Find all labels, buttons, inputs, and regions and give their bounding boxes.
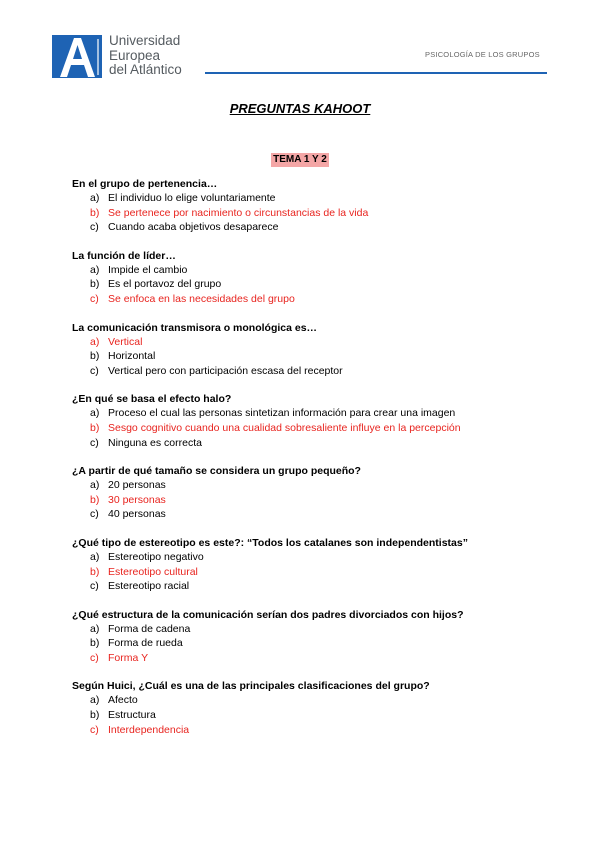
header-divider: [205, 72, 547, 74]
answer-option: [72, 220, 542, 235]
answer-option-correct: [72, 651, 542, 666]
answer-option: [72, 708, 542, 723]
brand-line: del Atlántico: [109, 62, 182, 77]
option-text: Se pertenece por nacimiento o circunstancias de la vida: [108, 206, 369, 219]
answer-option: [72, 436, 542, 451]
option-label: c): [90, 651, 99, 664]
option-label: a): [90, 192, 100, 204]
question-list: [72, 177, 542, 751]
option-label: a): [90, 694, 100, 707]
page-title: PREGUNTAS KAHOOT: [229, 101, 371, 116]
answer-option: [72, 478, 542, 493]
university-name: [109, 34, 182, 78]
question-block: [72, 392, 542, 450]
answer-option: [72, 406, 542, 421]
answer-option: [72, 263, 542, 278]
answer-option: [72, 277, 542, 292]
option-text: El individuo lo elige voluntariamente: [108, 192, 276, 204]
question-text: ¿Qué estructura de la comunicación serían dos padres divorciados con hijos?: [72, 608, 464, 621]
option-text: Forma de rueda: [108, 637, 183, 650]
option-text: Afecto: [108, 694, 138, 707]
answer-option: [72, 191, 542, 206]
option-label: c): [90, 364, 99, 377]
subject-header: PSICOLOGÍA DE LOS GRUPOS: [425, 50, 540, 59]
question-block: [72, 249, 542, 307]
option-text: Estereotipo racial: [108, 580, 190, 593]
option-text: Interdependencia: [108, 723, 190, 736]
option-label: a): [90, 550, 100, 563]
option-label: c): [90, 508, 99, 521]
question-text: ¿En qué se basa el efecto halo?: [72, 393, 232, 406]
answer-option: [72, 507, 542, 522]
option-text: Estereotipo negativo: [108, 550, 204, 563]
answer-option-correct: [72, 292, 542, 307]
answer-option-correct: [72, 335, 542, 350]
option-label: b): [90, 206, 100, 219]
option-label: b): [90, 421, 100, 434]
option-label: c): [90, 221, 99, 234]
option-label: b): [90, 565, 100, 578]
question-text: ¿Qué tipo de estereotipo es este?: “Todos los catalanes son independentistas”: [72, 536, 468, 549]
option-label: a): [90, 622, 100, 635]
option-label: b): [90, 278, 100, 291]
option-text: Es el portavoz del grupo: [108, 278, 222, 291]
answer-option: [72, 349, 542, 364]
option-text: 20 personas: [108, 479, 166, 492]
option-text: Estereotipo cultural: [108, 565, 198, 578]
question-text: La comunicación transmisora o monológica es…: [72, 321, 318, 334]
question-block: [72, 608, 542, 666]
option-text: 40 personas: [108, 508, 166, 521]
question-block: [72, 321, 542, 379]
option-label: b): [90, 350, 100, 363]
answer-option: [72, 693, 542, 708]
option-label: c): [90, 580, 99, 593]
question-block: [72, 679, 542, 737]
answer-option: [72, 622, 542, 637]
option-text: Ninguna es correcta: [108, 436, 202, 449]
answer-option-correct: [72, 723, 542, 738]
option-label: a): [90, 263, 100, 276]
logo-a-icon: [52, 35, 102, 78]
answer-option: [72, 364, 542, 379]
answer-option: [72, 550, 542, 565]
option-label: a): [90, 479, 100, 492]
answer-option-correct: [72, 206, 542, 221]
answer-option: [72, 636, 542, 651]
brand-line: Universidad: [109, 33, 181, 48]
answer-option-correct: [72, 565, 542, 580]
brand-line: Europea: [109, 47, 161, 63]
option-text: Vertical: [108, 335, 143, 348]
option-text: Proceso el cual las personas sintetizan información para crear una imagen: [108, 407, 456, 420]
option-text: Cuando acaba objetivos desaparece: [108, 221, 279, 234]
option-text: Forma Y: [108, 651, 149, 664]
option-text: Vertical pero con participación escasa del receptor: [108, 364, 343, 377]
option-label: a): [90, 407, 100, 420]
section-heading-wrap: [0, 149, 600, 167]
university-logo: [52, 35, 102, 78]
answer-option-correct: [72, 421, 542, 436]
option-text: Forma de cadena: [108, 622, 191, 635]
question-block: [72, 536, 542, 594]
option-text: Estructura: [108, 709, 156, 722]
option-text: Sesgo cognitivo cuando una cualidad sobresaliente influye en la percepción: [108, 421, 461, 434]
question-text: En el grupo de pertenencia…: [72, 178, 218, 190]
question-block: [72, 464, 542, 522]
question-text: La función de líder…: [72, 249, 176, 262]
question-text: Según Huici, ¿Cuál es una de las principales clasificaciones del grupo?: [72, 680, 430, 693]
option-label: a): [90, 335, 100, 348]
section-heading: TEMA 1 Y 2: [273, 154, 327, 165]
option-label: c): [90, 723, 99, 736]
option-text: Horizontal: [108, 350, 156, 363]
option-label: b): [90, 493, 100, 506]
option-label: c): [90, 436, 99, 449]
option-text: Se enfoca en las necesidades del grupo: [108, 292, 295, 305]
answer-option: [72, 579, 542, 594]
answer-option-correct: [72, 493, 542, 508]
option-label: b): [90, 709, 100, 722]
option-text: Impide el cambio: [108, 263, 188, 276]
question-text: ¿A partir de qué tamaño se considera un grupo pequeño?: [72, 465, 361, 478]
option-text: 30 personas: [108, 493, 166, 506]
question-block: [72, 177, 542, 235]
option-label: c): [90, 292, 99, 305]
option-label: b): [90, 637, 100, 650]
